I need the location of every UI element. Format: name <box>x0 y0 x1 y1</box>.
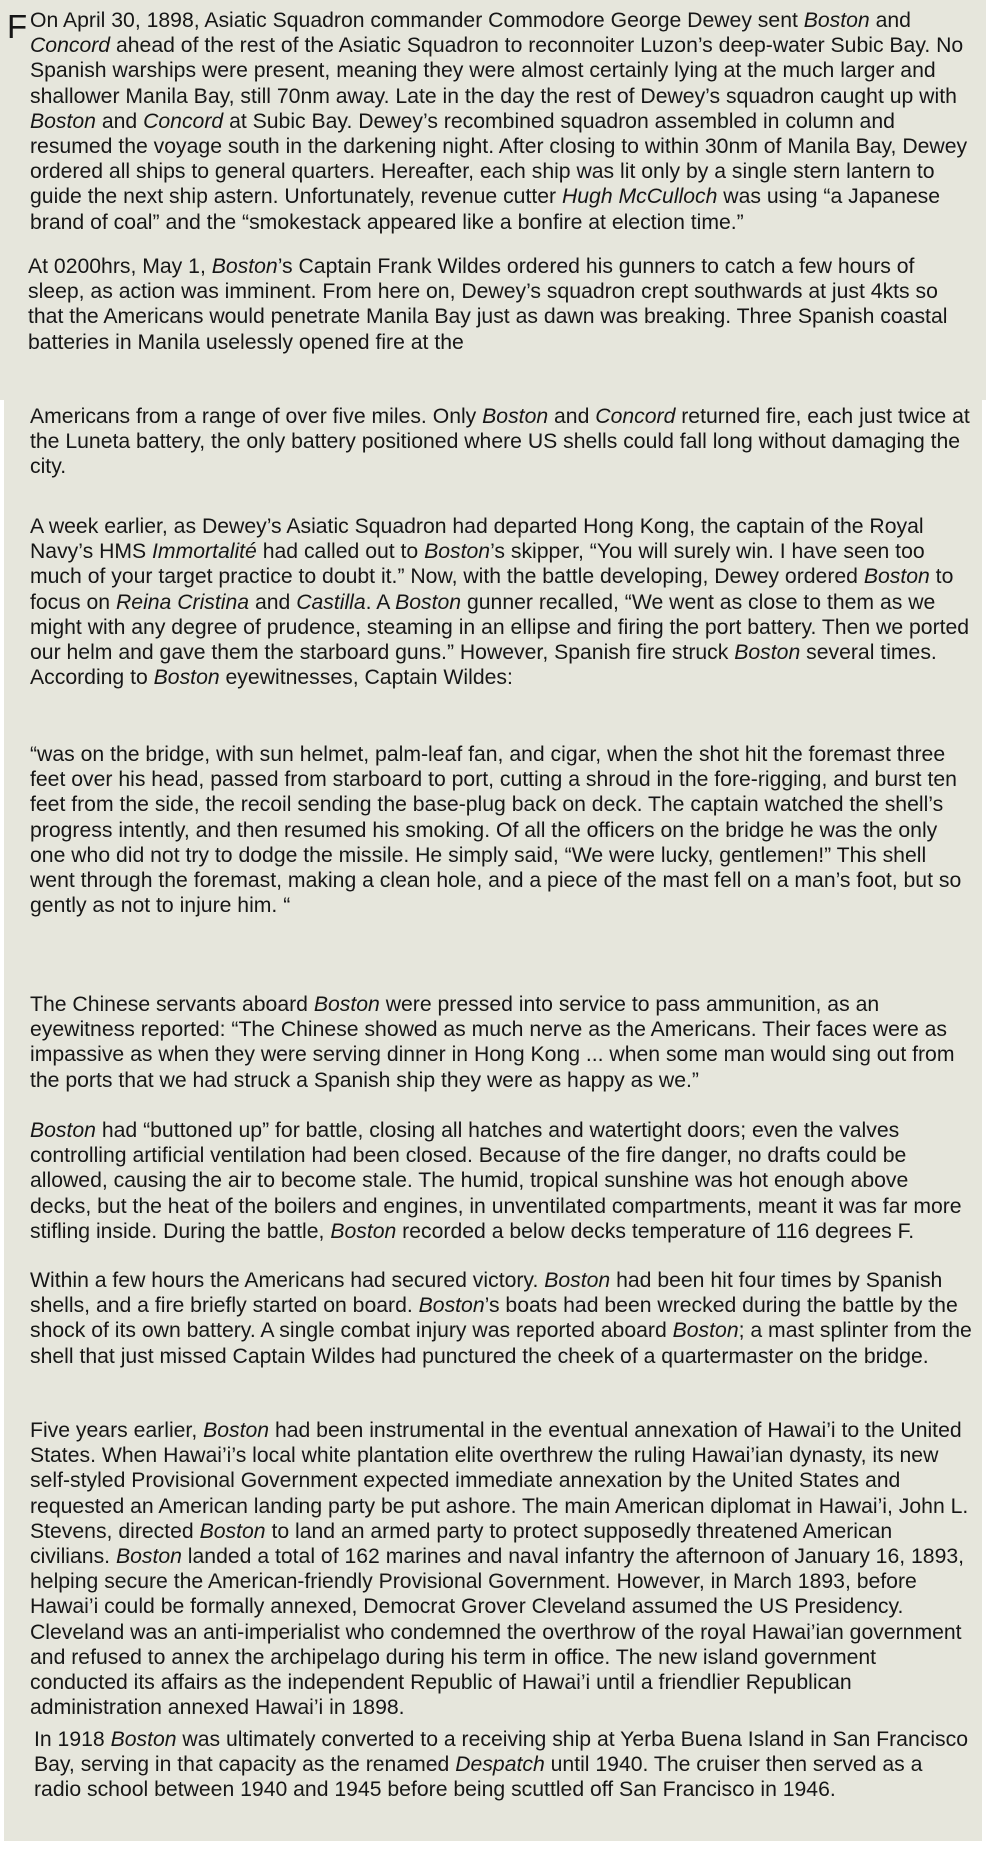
paragraph: At 0200hrs, May 1, Boston’s Captain Frank Wildes ordered his gunners to catch a few hours of sleep, as action was imminent. From here on, Dewey’s squadron crept southwards at just 4kts so that the Americans would penetrate Manila Bay just as dawn was breaking. Three Spanish coastal batteries in Manila uselessly opened fire at the <box>28 255 948 354</box>
italic-run: Hugh McCulloch <box>561 185 718 209</box>
italic-run: Boston <box>115 1545 182 1569</box>
italic-run: Boston <box>110 1728 177 1751</box>
italic-run: Boston <box>672 1319 739 1343</box>
italic-run: Boston <box>330 1219 397 1243</box>
italic-run: Boston <box>418 1294 485 1318</box>
italic-run: Boston <box>211 255 278 278</box>
italic-run: Boston <box>30 109 96 133</box>
drop-cap: F <box>7 8 28 45</box>
italic-run: Despatch <box>455 1753 545 1777</box>
italic-run: Boston <box>863 565 930 589</box>
italic-run: Concord <box>143 109 224 133</box>
paragraph: Americans from a range of over five miles. Only Boston and Concord returned fire, each just twice at the Luneta battery, the only battery positioned where US shells could fall long without damaging the city. <box>30 405 970 479</box>
italic-run: Reina Cristina <box>115 590 250 614</box>
paragraph: A week earlier, as Dewey’s Asiatic Squadron had departed Hong Kong, the captain of the Royal Navy’s HMS Immortalité had called out to Boston’s skipper, “You will surely win. I have seen too much of your target practice to doubt it.” Now, with the battle developing, Dewey ordered Boston to focus on Reina Cristina and Castilla. A Boston gunner recalled, “We went as close to them as we might with any degree of prudence, steaming in an ellipse and firing the port battery. Then we ported our helm and gave them the starboard guns.” However, Spanish fire struck Boston several times. According to Boston eyewitnesses, Captain Wildes: <box>30 515 970 690</box>
italic-run: Boston <box>424 540 491 564</box>
italic-run: Concord <box>30 34 111 58</box>
paragraph: Boston had “buttoned up” for battle, closing all hatches and watertight doors; even the valves controlling artificial ventilation had been closed. Because of the fire danger, no drafts could be allowed, causing the air to become stale. The humid, tropical sunshine was hot enough above decks, but the heat of the boilers and engines, in unventilated compartments, meant it was far more stifling inside. During the battle, Boston recorded a below decks temperature of 116 degrees F. <box>30 1119 962 1243</box>
italic-run: Boston <box>395 590 462 614</box>
italic-run: Boston <box>30 1119 96 1142</box>
italic-run: Castilla <box>296 590 366 614</box>
paragraph: The Chinese servants aboard Boston were pressed into service to pass ammunition, as an eyewitness reported: “The Chinese showed as much nerve as the Americans. Their faces were as impassive as when they were serving dinner in Hong Kong ... when some man would sing out from the ports that we had struck a Spanish ship they were as happy as we.” <box>30 993 955 1092</box>
block-quote: “was on the bridge, with sun helmet, palm-leaf fan, and cigar, when the shot hit the foremast three feet over his head, passed from starboard to port, cutting a shroud in the fore-rigging, and burst ten feet from the side, the recoil sending the base-plug back on deck. The captain watched the shell’s progress intently, and then resumed his smoking. Of all the officers on the bridge he was the only one who did not try to dodge the missile. He simply said, “We were lucky, gentlemen!” This shell went through the foremast, making a clean hole, and a piece of the mast fell on a man’s foot, but so gently as not to injure him. “ <box>30 743 962 918</box>
italic-run: Boston <box>153 666 220 690</box>
italic-run: Boston <box>803 9 870 32</box>
italic-run: Boston <box>734 641 801 665</box>
italic-run: Boston <box>199 1519 266 1543</box>
italic-run: Boston <box>203 1419 270 1442</box>
italic-run: Immortalité <box>152 540 257 564</box>
paragraph: Five years earlier, Boston had been instrumental in the eventual annexation of Hawai’i to the United States. When Hawai’i’s local white plantation elite overthrew the ruling Hawai’ian dynasty, its new self-styled Provisional Government expected immediate annexation by the United States and requested an American landing party be put ashore. The main American diplomat in Hawai’i, John L. Stevens, directed Boston to land an armed party to protect supposedly threatened American civilians. Boston landed a total of 162 marines and naval infantry the afternoon of January 16, 1893, helping secure the American-friendly Provisional Government. However, in March 1893, before Hawai’i could be formally annexed, Democrat Grover Cleveland assumed the US Presidency. Cleveland was an anti-imperialist who condemned the overthrow of the royal Hawai’ian government and refused to annex the archipelago during his term in office. The new island government conducted its affairs as the independent Republic of Hawai’i until a friendlier Republican administration annexed Hawai’i in 1898. <box>30 1419 969 1720</box>
italic-run: Concord <box>595 405 676 428</box>
italic-run: Boston <box>482 405 549 428</box>
italic-run: Boston <box>544 1269 611 1292</box>
italic-run: Boston <box>313 993 380 1016</box>
paragraph: Within a few hours the Americans had secured victory. Boston had been hit four times by Spanish shells, and a fire briefly started on board. Boston’s boats had been wrecked during the battle by the shock of its own battery. A single combat injury was reported aboard Boston; a mast splinter from the shell that just missed Captain Wildes had punctured the cheek of a quartermaster on the bridge. <box>30 1269 972 1368</box>
paragraph: In 1918 Boston was ultimately converted to a receiving ship at Yerba Buena Island in San Francisco Bay, serving in that capacity as the renamed Despatch until 1940. The cruiser then served as a radio school between 1940 and 1945 before being scuttled off San Francisco in 1946. <box>34 1728 968 1802</box>
paragraph: On April 30, 1898, Asiatic Squadron commander Commodore George Dewey sent Boston and Concord ahead of the rest of the Asiatic Squadron to reconnoiter Luzon’s deep-water Subic Bay. No Spanish warships were present, meaning they were almost certainly lying at the much larger and shallower Manila Bay, still 70nm away. Late in the day the rest of Dewey’s squadron caught up with Boston and Concord at Subic Bay. Dewey’s recombined squadron assembled in column and resumed the voyage south in the darkening night. After closing to within 30nm of Manila Bay, Dewey ordered all ships to general quarters. Hereafter, each ship was lit only by a single stern lantern to guide the next ship astern. Unfortunately, revenue cutter Hugh McCulloch was using “a Japanese brand of coal” and the “smokestack appeared like a bonfire at election time.” <box>30 9 968 234</box>
